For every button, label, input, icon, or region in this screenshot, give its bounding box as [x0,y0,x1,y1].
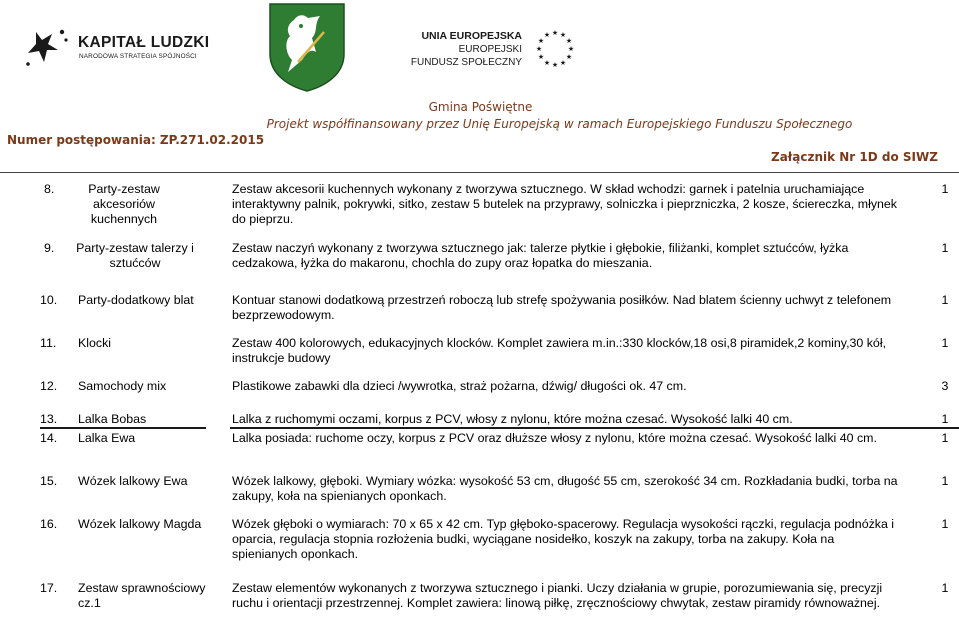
row-name: Wózek lalkowy Ewa [78,474,188,488]
svg-text:★: ★ [543,31,551,39]
row-quantity: 1 [941,517,949,531]
svg-text:★: ★ [535,45,543,53]
row-number: 14. [40,431,58,445]
unia-europejska-logo [412,26,582,72]
row-quantity: 1 [941,241,949,255]
attachment-label: Załącznik Nr 1D do SIWZ [771,150,938,164]
row-name: Party-dodatkowy blat [78,293,194,307]
row-description: Zestaw 400 kolorowych, edukacyjnych klocków. Komplet zawiera m.in.:330 klocków,18 osi,8 piramidek,2 kominy,30 kół, instrukcje budowy [232,336,887,365]
row-quantity: 1 [941,431,949,445]
row-divider [40,427,206,429]
row-name: Wózek lalkowy Magda [78,517,202,531]
row-name: Lalka Bobas [78,412,147,426]
row-number: 9. [44,241,55,255]
svg-text:★: ★ [537,37,545,45]
row-quantity: 1 [941,581,949,595]
svg-text:★: ★ [559,31,567,39]
row-name: Party-zestaw talerzy i sztućców [76,241,194,270]
kapital-ludzki-subtitle: NARODOWA STRATEGIA SPÓJNOŚCI [79,53,197,60]
proceeding-number: Numer postępowania: ZP.271.02.2015 [7,133,265,147]
kapital-ludzki-title: KAPITAŁ LUDZKI [78,34,210,51]
row-description: Wózek głęboki o wymiarach: 70 x 65 x 42 cm. Typ głęboko-spacerowy. Regulacja wysokości rączki, regulacja podnóżka i oparcia, regulacja stopnia rozłożenia budki, wyciągane nosidełko, koszyk na zakupy, torba na zakupy. Koła na spienianych oponkach. [232,517,895,561]
svg-text:★: ★ [551,29,559,37]
svg-text:★: ★ [551,61,559,69]
svg-text:★: ★ [565,53,573,61]
project-line: Projekt współfinansowany przez Unię Europejską w ramach Europejskiego Funduszu Społecznego [266,117,853,131]
row-description: Kontuar stanowi dodatkową przestrzeń roboczą lub strefę spożywania posiłków. Nad blatem ścienny uchwyt z telefonem bezprzewodowym. [232,293,892,322]
ue-line-3: FUNDUSZ SPOŁECZNY [410,57,522,68]
row-description: Plastikowe zabawki dla dzieci /wywrotka, straż pożarna, dźwig/ długości ok. 47 cm. [232,379,687,393]
svg-text:★: ★ [537,53,545,61]
svg-text:★: ★ [559,59,567,67]
row-quantity: 1 [941,293,949,307]
row-name: Lalka Ewa [78,431,136,445]
svg-text:★: ★ [543,59,551,67]
row-number: 13. [40,412,58,426]
row-number: 12. [40,379,58,393]
row-description: Zestaw naczyń wykonany z tworzywa sztucznego jak: talerze płytkie i głębokie, filiżanki, komplet sztućców, łyżka cedzakowa, łyżka do makaronu, chochla do zupy oraz łopatka do mieszania. [232,241,849,270]
row-description: Lalka posiada: ruchome oczy, korpus z PCV oraz dłuższe włosy z nylonu, które można czesać. Wysokość lalki 40 cm. [232,431,877,445]
gmina-name: Gmina Poświętne [428,100,533,114]
items-table [0,172,959,173]
row-quantity: 3 [941,379,949,393]
row-name: Party-zestaw akcesoriów kuchennych [88,182,160,226]
row-quantity: 1 [941,182,949,196]
row-name: Samochody mix [78,379,167,393]
row-number: 8. [44,182,55,196]
eu-flag-icon [530,26,580,72]
row-number: 15. [40,474,58,488]
gmina-crest-icon [268,2,346,92]
row-description: Wózek lalkowy, głęboki. Wymiary wózka: wysokość 53 cm, długość 55 cm, szerokość 34 cm. Rozkładania budki, torba na zakupy, koła na spienianych oponkach. [232,474,898,503]
row-quantity: 1 [941,474,949,488]
row-number: 16. [40,517,58,531]
row-description: Lalka z ruchomymi oczami, korpus z PCV, włosy z nylonu, które można czesać. Wysokość lalki 40 cm. [232,412,793,426]
row-description: Zestaw akcesorii kuchennych wykonany z tworzywa sztucznego. W skład wchodzi: garnek i patelnia uruchamiające interaktywny palnik, pokrywki, sitko, zestaw 5 butelek na przyprawy, solniczka i pieprzniczka, 2 kosze, ściereczka, młynek do pieprzu. [232,182,897,226]
kapital-ludzki-logo [22,20,212,70]
row-number: 10. [40,293,58,307]
row-name: Zestaw sprawnościowy cz.1 [78,581,206,610]
row-number: 17. [40,581,58,595]
row-number: 11. [40,336,57,350]
row-divider [230,427,959,429]
row-quantity: 1 [941,336,949,350]
ue-line-2: EUROPEJSKI [458,44,522,55]
row-name: Klocki [78,336,112,350]
ue-line-1: UNIA EUROPEJSKA [421,30,522,42]
svg-text:★: ★ [567,45,575,53]
row-description: Zestaw elementów wykonanych z tworzywa sztucznego i pianki. Uczy działania w grupie, porozumiewania się, precyzji ruchu i orientacji przestrzennej. Komplet zawiera: linową piłkę, zręcznościowy chwytak, zestaw piramidy równoważnej. [232,581,883,610]
kapital-ludzki-star-icon [22,20,72,70]
svg-text:★: ★ [565,37,573,45]
row-quantity: 1 [941,412,949,426]
